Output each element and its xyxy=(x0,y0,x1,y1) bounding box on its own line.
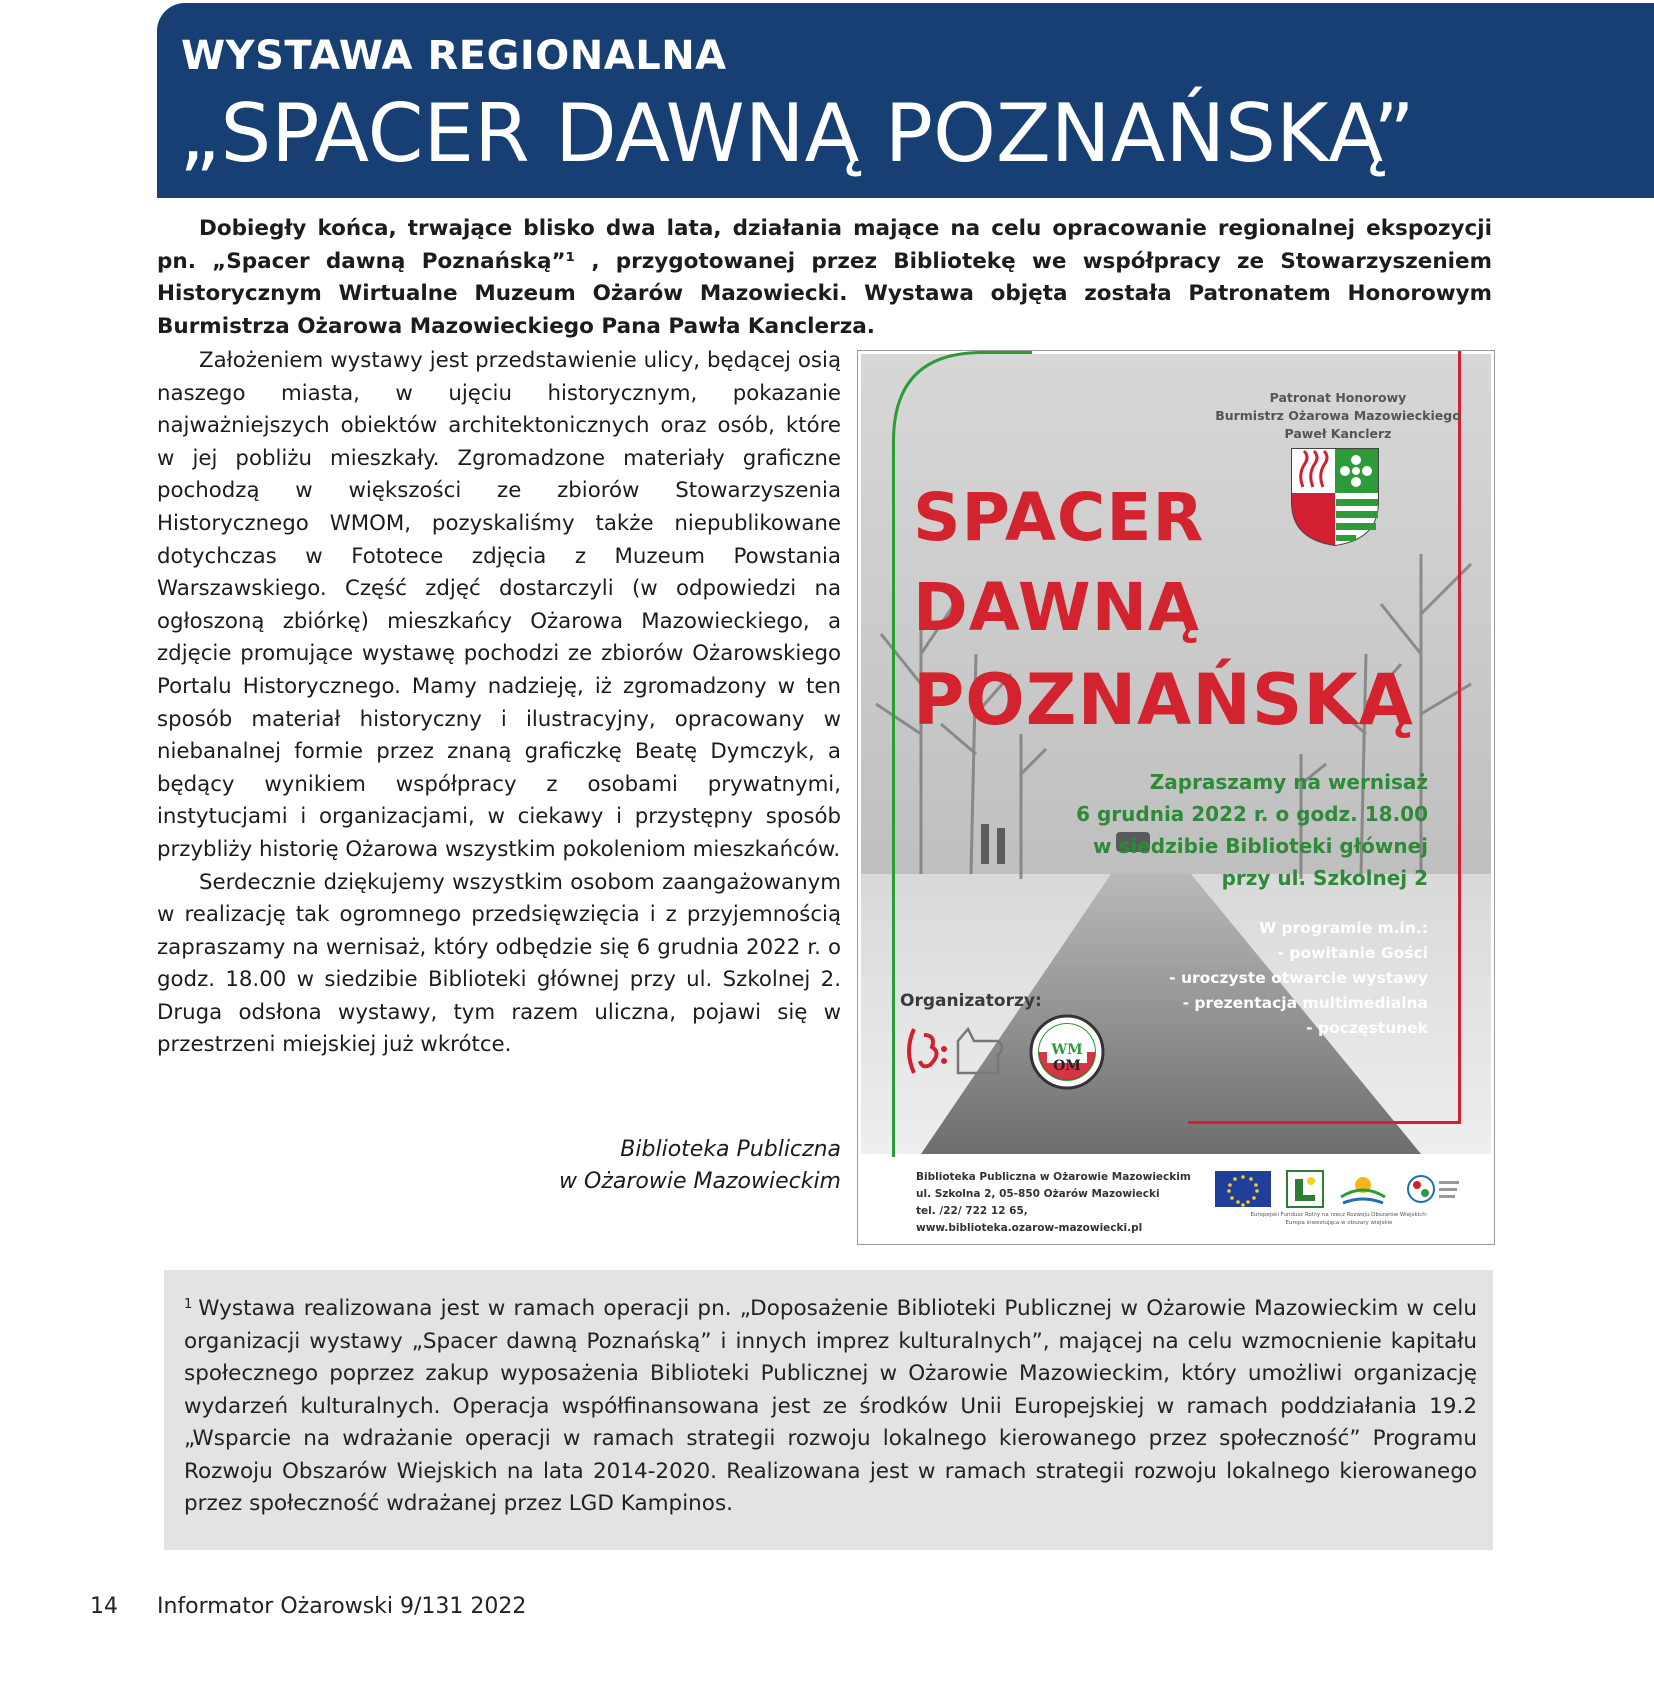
wmom-logo-icon xyxy=(1028,1013,1106,1091)
page-number: 14 xyxy=(90,1594,118,1619)
address-line-2: ul. Szkolna 2, 05-850 Ożarów Mazowiecki xyxy=(916,1188,1160,1200)
programme-item: - uroczyste otwarcie wystawy xyxy=(1169,969,1428,987)
poster-patronage xyxy=(1188,389,1488,443)
signature-line-2: w Ożarowie Mazowieckim xyxy=(559,1169,841,1194)
signature-line-1: Biblioteka Publiczna xyxy=(620,1137,841,1162)
frame-green-arc xyxy=(892,351,1032,441)
wmom-logo-top: WM xyxy=(1051,1042,1083,1058)
patronage-line-2: Burmistrz Ożarowa Mazowieckiego xyxy=(1215,408,1461,423)
publication-name: Informator Ożarowski 9/131 2022 xyxy=(157,1594,527,1619)
lead-paragraph: Dobiegły końca, trwające blisko dwa lata, działania mające na celu opracowanie regionalnej ekspozycji pn. „Spacer dawną Poznańską”¹ , przygotowanej przez Bibliotekę we współpracy ze Stowarzyszeniem Historycznym Wirtualne Muzeum Ożarów Mazowiecki. Wystawa objęta została Patronatem Honorowym Burmistrza Ożarowa Mazowieckiego Pana Pawła Kanclerza. xyxy=(157,216,1492,339)
invite-line-4: przy ul. Szkolnej 2 xyxy=(1221,866,1428,890)
address-line-3: tel. /22/ 722 12 65, xyxy=(916,1205,1028,1217)
patronage-line-1: Patronat Honorowy xyxy=(1269,390,1407,405)
banner-headline: „SPACER DAWNĄ POZNAŃSKĄ” xyxy=(179,87,1415,180)
patronage-line-3: Paweł Kanclerz xyxy=(1284,426,1392,441)
programme-title: W programie m.in.: xyxy=(1259,919,1428,937)
library-logo-icon xyxy=(902,1021,1012,1081)
footnote-marker: 1 xyxy=(184,1297,193,1312)
frame-red-line-bottom xyxy=(1188,1121,1461,1124)
programme-item: - prezentacja multimedialna xyxy=(1182,994,1428,1012)
fund-note-line-1: Europejski Fundusz Rolny na rzecz Rozwoju Obszarów Wiejskich: xyxy=(1250,1212,1428,1218)
poster-title-line-2: DAWNĄ xyxy=(913,569,1201,646)
body-paragraph-2: Serdecznie dziękujemy wszystkim osobom zaangażowanym w realizację tak ogromnego przedsięwzięcia i z przyjemnością zapraszamy na wernisaż, który odbędzie się 6 grudnia 2022 r. o godz. 18.00 w siedzibie Biblioteki głównej przy ul. Szkolnej 2. Druga odsłona wystawy, tym razem uliczna, pojawi się w przestrzeni miejskiej już wkrótce. xyxy=(157,869,841,1058)
wmom-logo-bottom: OM xyxy=(1053,1058,1081,1074)
fund-note-line-2: Europa inwestująca w obszary wiejskie xyxy=(1285,1220,1393,1226)
eu-flag-icon xyxy=(1215,1171,1271,1207)
address-line-1: Biblioteka Publiczna w Ożarowie Mazowieckim xyxy=(916,1171,1191,1183)
exhibition-poster xyxy=(857,350,1495,1245)
programme-item: - powitanie Gości xyxy=(1277,944,1428,962)
funding-logos xyxy=(1213,1167,1463,1209)
body-paragraph-1: Założeniem wystawy jest przedstawienie ulicy, będącej osią naszego miasta, w ujęciu historycznym, pokazanie najważniejszych obiektów architektonicznych oraz osób, które w jej pobliżu mieszkały. Zgromadzone materiały graficzne pochodzą w większości ze zbiorów Stowarzyszenia Historycznego WMOM, pozyskaliśmy także niepublikowane dotychczas w Fototece zdjęcia z Muzeum Powstania Warszawskiego. Część zdjęć dostarczyli (w odpowiedzi na ogłoszoną zbiórkę) mieszkańcy Ożarowa Mazowieckiego, a zdjęcie promujące wystawę pochodzi ze zbiorów Ożarowskiego Portalu Historycznego. Mamy nadzieję, iż zgromadzony w ten sposób materiał historyczny i ilustracyjny, opracowany w niebanalnej formie przez znaną graficzkę Beatę Dymczyk, a będący wynikiem współpracy z osobami prywatnymi, instytucjami i organizacjami, w ciekawy i przystępny sposób przybliży historię Ożarowa wszystkim pokoleniom mieszkańców. xyxy=(157,348,841,862)
poster-address xyxy=(916,1169,1191,1237)
organizers-label: Organizatorzy: xyxy=(900,991,1042,1011)
lgd-kampinos-logo-icon xyxy=(1341,1177,1385,1203)
address-line-4: www.biblioteka.ozarow-mazowiecki.pl xyxy=(916,1222,1143,1234)
town-crest-icon xyxy=(1290,447,1380,547)
signature xyxy=(157,1134,841,1198)
frame-red-line xyxy=(1458,351,1461,1121)
invite-line-3: w siedzibie Biblioteki głównej xyxy=(1093,834,1428,858)
footnote xyxy=(184,1289,1477,1521)
title-banner xyxy=(157,3,1654,198)
poster-footer xyxy=(861,1157,1491,1241)
footnote-text: Wystawa realizowana jest w ramach operacji pn. „Doposażenie Biblioteki Publicznej w Ożarowie Mazowieckim w celu organizacji wystawy „Spacer dawną Poznańską” i innych imprez kulturalnych”, mającej na celu wzmocnienie kapitału społecznego poprzez zakup wyposażenia Biblioteki Publicznej w Ożarowie Mazowieckim, który umożliwi organizację wydarzeń kulturalnych. Operacja współfinansowana jest ze środków Unii Europejskiej w ramach poddziałania 19.2 „Wsparcie na wdrażanie operacji w ramach strategii rozwoju lokalnego kierowanego przez społeczność” Programu Rozwoju Obszarów Wiejskich na lata 2014-2020. Realizowana jest w ramach strategii rozwoju lokalnego kierowanego przez społeczność wdrażanej przez LGD Kampinos. xyxy=(184,1296,1477,1516)
banner-kicker: WYSTAWA REGIONALNA xyxy=(181,33,727,79)
article-body xyxy=(157,345,841,1062)
page-footer xyxy=(90,1594,526,1619)
leader-logo-icon xyxy=(1287,1171,1323,1207)
poster-invitation xyxy=(1076,766,1428,894)
programme-item: - poczęstunek xyxy=(1306,1019,1428,1037)
frame-green-line xyxy=(892,434,895,1194)
invite-line-1: Zapraszamy na wernisaż xyxy=(1149,770,1428,794)
fund-note xyxy=(1219,1211,1459,1227)
poster-programme xyxy=(1169,916,1428,1041)
poster-title-line-1: SPACER xyxy=(913,479,1205,556)
prow-logo-icon xyxy=(1408,1176,1459,1202)
poster-title-line-3: POZNAŃSKĄ xyxy=(913,659,1414,741)
invite-line-2: 6 grudnia 2022 r. o godz. 18.00 xyxy=(1076,802,1428,826)
